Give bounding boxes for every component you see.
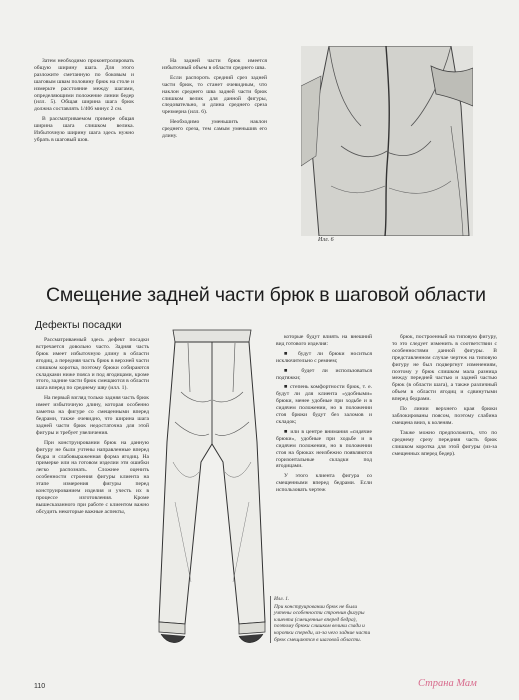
trousers-back-drawing: [301, 46, 473, 236]
illustration-6-caption: Илл. 6: [318, 237, 334, 243]
paragraph: У этого клиента фигура со смещенными вперед бедрами. Если использовать чертеж: [276, 473, 372, 494]
text-column-top-left: [34, 58, 134, 147]
paragraph: Необходимо уменьшить наклон среднего среза, тем самым уменьшив его длину.: [162, 119, 267, 140]
paragraph: брюк, построенный на типовую фигуру, то это следует изменить в соответствии с особенностями данной фигуры. В представленном случае чертеж на типовую фигуру не был подвергнут изменениям, поэтому у брюк слишком мала разница между передней частью и задней частью брюк (в области шага), а также различный объем в области ягодиц и сдвинутыми вперед бедрами.: [392, 334, 497, 403]
text-column-top-middle: [162, 58, 267, 143]
paragraph: Если распороть средний срез задней части брюк, то станет очевидным, что наклон среднего шва задней части брюк слишком велик для данной фигуры, следовательно, и длина среднего среза чрезмерна (илл. 6).: [162, 74, 267, 116]
paragraph: Затем необходимо проконтролировать общую ширину шага. Для этого разложите сметанную по боковым и шаговым швам половину брюк на столе и измерьте расстояние между шагами, определяющими положение линии бедер (илл. 5). Общая ширина шага брюк должна составлять 1/406 минус 2 см.: [34, 58, 134, 113]
caption-text: При конструировании брюк не были учтены особенности строения фигуры клиента (смещенные вперед бедра), поэтому брюки слишком велики сзади и коротки спереди, из-за чего задние части брюк смещаются в шаговой области.: [274, 603, 371, 643]
illustration-1-caption: [274, 596, 374, 643]
paragraph: Рассматриваемый здесь дефект посадки встречается довольно часто. Задняя часть брюк имеет избыточную длину в области ягодиц, а передняя часть брюк в верхней части слишком коротка, поэтому брюки собираются складками ниже пояса и под ягодицами, кроме этого, задние части брюк смещаются в области шага вперед по среднему шву (илл. 1).: [36, 337, 149, 392]
list-item: ■ будут ли брюки носиться исключительно с ремнем;: [276, 350, 372, 364]
illustration-6-trousers-back-closeup: [301, 46, 473, 236]
page-number: 110: [34, 683, 46, 690]
paragraph: Также можно предположить, что по среднему срезу передняя часть брюк слишком коротка для этой фигуры (из-за смещенных вперед бедер).: [392, 429, 497, 457]
watermark: Страна Мам: [418, 678, 477, 689]
paragraph: По линии верхнего края брюки заблокированы поясом, поэтому слабина смещена вниз, к коленям.: [392, 406, 497, 426]
paragraph: На первый взгляд только задняя часть брюк имеет избыточную длину, которая особенно заметна на фигуре со смещенными вперед бедрами, также очевидно, что ширина шага задней части брюк недостаточна для этой фигуры и требует увеличения.: [36, 395, 149, 436]
paragraph: В рассматриваемом примере общая ширина шага слишком велика. Избыточную ширину шага здесь нужно убрать в шаговый шов.: [34, 116, 134, 143]
section-subheading: Дефекты посадки: [35, 319, 122, 331]
caption-rule: [270, 596, 271, 643]
list-item: ■ будет ли использоваться подтяжки;: [276, 367, 372, 381]
list-item: ■ или в центре внимания «сидячие брюки», удобные при ходьбе и в сидячем положении, но в положении стоя на брюках неизбежно появляются горизонтальные складки под ягодицами.: [276, 428, 372, 470]
caption-label: Илл. 1.: [274, 596, 290, 602]
paragraph: При конструировании брюк на данную фигуру не были учтены направленные вперед бедра и слабовыраженная форма ягодиц. На примерке или на готовом изделии эти ошибки легко распознать. Сложнее оценить особенности строения фигуры клиента на этапе измерения фигуры перед конструированием изделия и учесть их в процессе изготовления. Кроме вышесказанного при работе с клиентом важно обсудить некоторые важные аспекты,: [36, 439, 149, 515]
text-column-bottom-left: [36, 337, 149, 519]
text-column-bottom-middle: [276, 334, 372, 497]
paragraph: На задней части брюк имеется избыточный объем в области среднего шва.: [162, 58, 267, 71]
paragraph: которые будут влиять на внешний вид готового изделия:: [276, 334, 372, 347]
illustration-1-trousers-back-view: [153, 322, 271, 652]
full-trousers-drawing: [153, 322, 271, 652]
section-heading: Смещение задней части брюк в шаговой области: [46, 284, 486, 306]
text-column-bottom-right: [392, 334, 497, 460]
list-item: ■ степень комфортности брюк, т. е. будут ли для клиента «удобными» брюки, менее удобные при ходьбе и в сидячем положении, но в положении стоя брюки будут без заломов и складок;: [276, 384, 372, 425]
